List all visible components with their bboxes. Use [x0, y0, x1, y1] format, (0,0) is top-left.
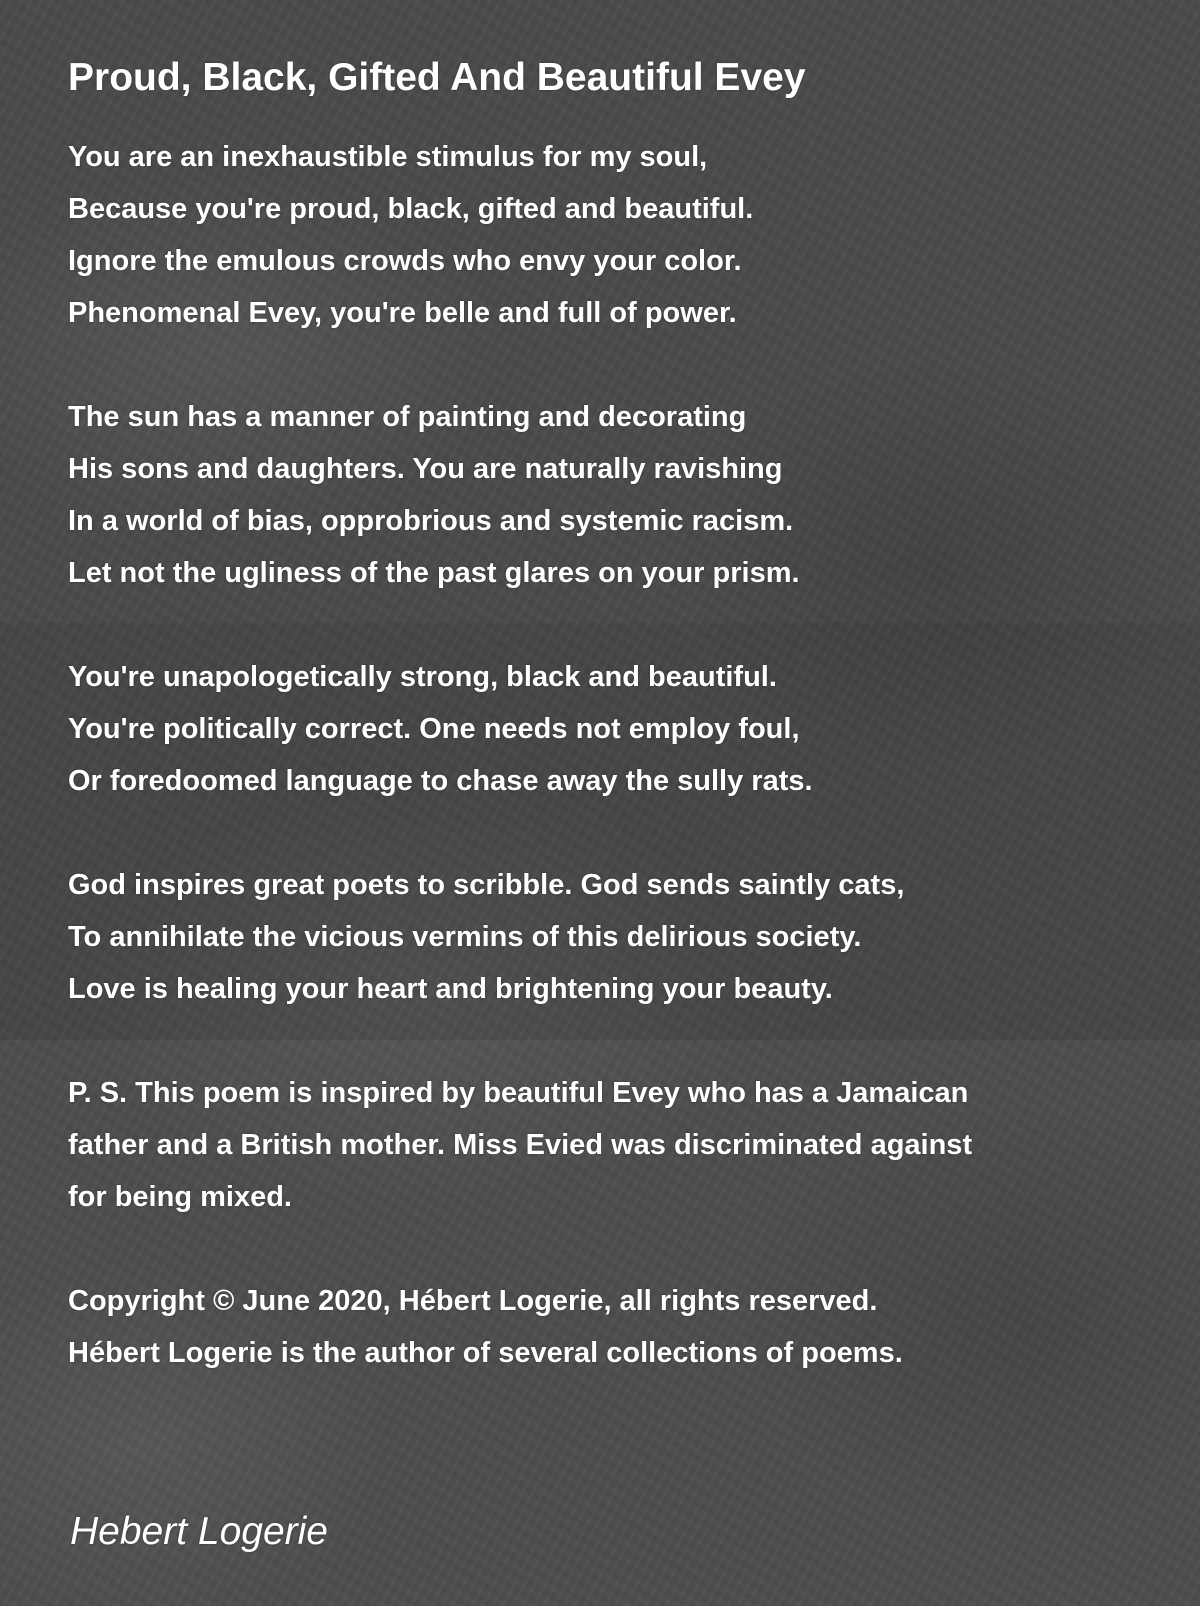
- poem-line: In a world of bias, opprobrious and systemic racism.: [68, 505, 794, 537]
- postscript-line: for being mixed.: [68, 1181, 292, 1213]
- poem-line: Or foredoomed language to chase away the sully rats.: [68, 765, 813, 797]
- copyright-line: Copyright © June 2020, Hébert Logerie, all rights reserved.: [68, 1285, 878, 1317]
- poem-line: God inspires great poets to scribble. God sends saintly cats,: [68, 869, 905, 901]
- poem-line: The sun has a manner of painting and decorating: [68, 401, 747, 433]
- poem-line: Love is healing your heart and brightening your beauty.: [68, 973, 833, 1005]
- postscript-line: P. S. This poem is inspired by beautiful Evey who has a Jamaican: [68, 1077, 969, 1109]
- stanza-2: [68, 391, 1168, 599]
- poem-line: Let not the ugliness of the past glares on your prism.: [68, 557, 800, 589]
- poem-line: Because you're proud, black, gifted and beautiful.: [68, 193, 754, 225]
- poem-content: [68, 52, 1168, 1431]
- stanza-3: [68, 651, 1168, 807]
- copyright-notice: [68, 1275, 1168, 1379]
- poem-line: You're unapologetically strong, black and beautiful.: [68, 661, 777, 693]
- poem-title: Proud, Black, Gifted And Beautiful Evey: [68, 56, 806, 99]
- poem-line: You're politically correct. One needs not employ foul,: [68, 713, 800, 745]
- postscript-line: father and a British mother. Miss Evied was discriminated against: [68, 1129, 973, 1161]
- poem-line: Phenomenal Evey, you're belle and full of power.: [68, 297, 737, 329]
- poem-line: To annihilate the vicious vermins of this delirious society.: [68, 921, 862, 953]
- stanza-1: [68, 131, 1168, 339]
- poem-line: His sons and daughters. You are naturally ravishing: [68, 453, 783, 485]
- poem-line: Ignore the emulous crowds who envy your color.: [68, 245, 742, 277]
- stanza-4: [68, 859, 1168, 1015]
- poem-line: You are an inexhaustible stimulus for my soul,: [68, 141, 708, 173]
- postscript: [68, 1067, 1168, 1223]
- author-name: Hebert Logerie: [70, 1510, 328, 1553]
- copyright-line: Hébert Logerie is the author of several collections of poems.: [68, 1337, 903, 1369]
